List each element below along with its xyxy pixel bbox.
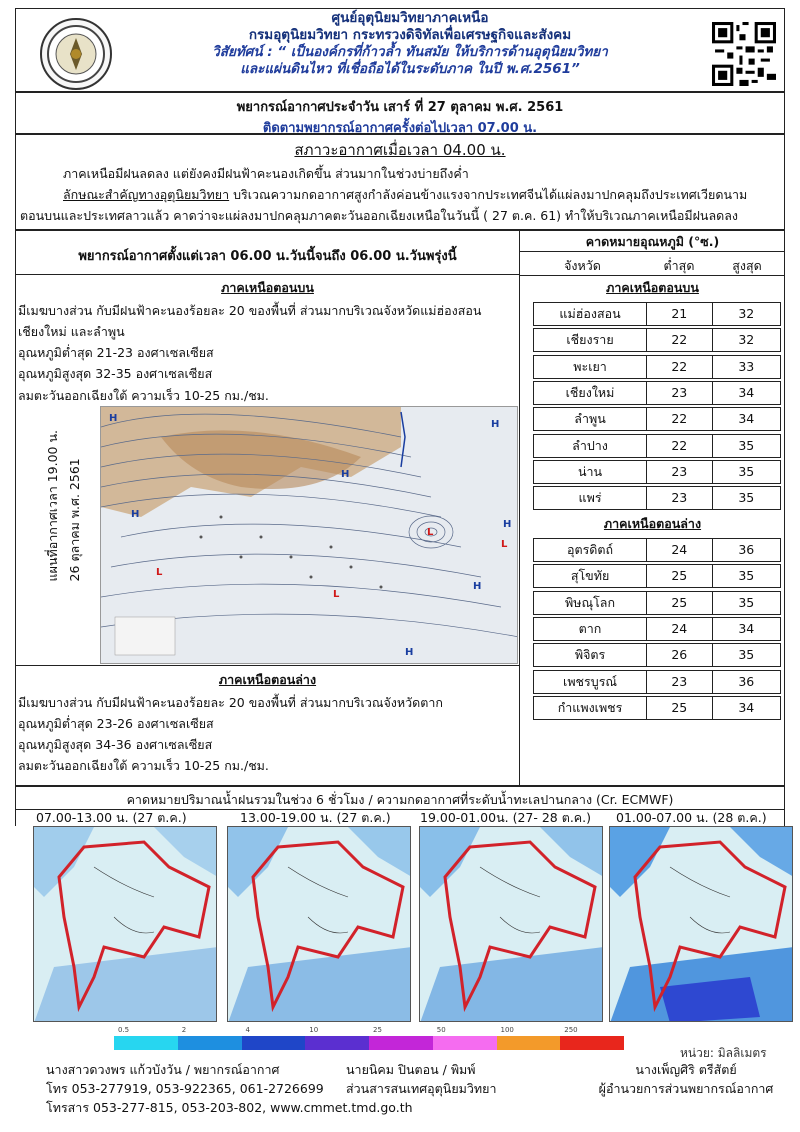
- temp-row: [533, 617, 781, 641]
- upper-north-heading: ภาคเหนือตอนบน: [221, 280, 314, 295]
- svg-text:H: H: [109, 413, 118, 424]
- legend-tick: 50: [436, 1026, 446, 1034]
- temp-row: [533, 381, 781, 405]
- svg-text:L: L: [427, 527, 434, 538]
- province-cell: เชียงราย: [534, 329, 647, 351]
- min-temp-cell: 25: [647, 565, 712, 587]
- legend-tick: 0.5: [118, 1026, 130, 1034]
- rainfall-title: คาดหมายปริมาณน้ำฝนรวมในช่วง 6 ชั่วโมง / ความกดอากาศที่ระดับน้ำทะเลปานกลาง (Cr. ECMWF): [15, 786, 785, 810]
- fax-website[interactable]: โทรสาร 053-277-815, 053-203-802, www.cmmet.tmd.go.th: [46, 1100, 413, 1115]
- province-cell: พิษณุโลก: [534, 592, 647, 614]
- rainfall-legend: [114, 1036, 624, 1050]
- min-temp-cell: 22: [647, 329, 712, 351]
- max-temp-cell: 32: [738, 332, 755, 348]
- legend-swatch: [497, 1036, 561, 1050]
- weather-map-graphic: [101, 407, 518, 664]
- max-temp-cell: 32: [738, 306, 755, 321]
- max-temp-cell: 34: [738, 699, 755, 715]
- legend-swatch: [178, 1036, 242, 1050]
- temp-row: [533, 460, 781, 484]
- map-label-date: 26 ตุลาคม พ.ศ. 2561: [67, 458, 82, 582]
- temp-row: [533, 407, 781, 431]
- center-name: ศูนย์อุตุนิยมวิทยาภาคเหนือ: [331, 10, 489, 26]
- qr-code-icon[interactable]: [712, 22, 776, 86]
- divider: [15, 274, 520, 275]
- svg-text:L: L: [333, 589, 340, 600]
- legend-tick: 4: [245, 1026, 250, 1034]
- rainfall-map-graphic: [34, 827, 217, 1022]
- current-heading: สภาวะอากาศเมื่อเวลา 04.00 น.: [294, 141, 506, 159]
- legend-swatch: [305, 1036, 369, 1050]
- temp-row: [533, 355, 781, 379]
- upper-line3: อุณหภูมิต่ำสุด 21-23 องศาเซลเซียส: [18, 345, 214, 361]
- header-title: [140, 10, 680, 78]
- min-temp-cell: 23: [647, 487, 712, 509]
- province-cell: กำแพงเพชร: [534, 697, 647, 719]
- min-temp-cell: 22: [647, 435, 712, 457]
- forecast-date-box: [15, 92, 785, 134]
- max-temp-cell: 34: [738, 411, 755, 427]
- temp-row: [533, 564, 781, 588]
- temp-row: [533, 486, 781, 510]
- province-cell: น่าน: [534, 461, 647, 483]
- max-temp-cell: 36: [738, 673, 755, 689]
- lower-north-text: [18, 694, 518, 776]
- rainfall-map[interactable]: [227, 826, 411, 1022]
- min-temp-cell: 26: [647, 644, 712, 666]
- min-temp-cell: 23: [647, 461, 712, 483]
- legend-tick: 250: [564, 1026, 578, 1034]
- rainfall-map-graphic: [610, 827, 793, 1022]
- map-label: [42, 430, 88, 650]
- rainfall-map[interactable]: [33, 826, 217, 1022]
- min-temp-cell: 23: [647, 382, 712, 404]
- province-cell: ตาก: [534, 618, 647, 640]
- min-temp-cell: 23: [647, 671, 712, 693]
- rainfall-map[interactable]: [609, 826, 793, 1022]
- max-temp-cell: 35: [738, 463, 755, 479]
- svg-text:H: H: [473, 581, 482, 592]
- province-cell: แพร่: [534, 487, 647, 509]
- tmd-seal-icon: [46, 24, 106, 84]
- upper-line5: ลมตะวันออกเฉียงใต้ ความเร็ว 10-25 กม./ชม.: [18, 387, 269, 403]
- temp-row: [533, 670, 781, 694]
- svg-text:L: L: [156, 567, 163, 578]
- max-temp-cell: 34: [738, 384, 755, 400]
- footer-row2: [46, 1079, 786, 1098]
- min-temp-cell: 24: [647, 618, 712, 640]
- province-cell: สุโขทัย: [534, 565, 647, 587]
- province-cell: เพชรบูรณ์: [534, 671, 647, 693]
- temp-row: [533, 302, 781, 326]
- lower-table-heading: ภาคเหนือตอนล่าง: [603, 516, 702, 531]
- upper-line2: เชียงใหม่ และลำพูน: [18, 324, 125, 340]
- max-temp-cell: 33: [738, 358, 755, 374]
- lower-line2: อุณหภูมิต่ำสุด 23-26 องศาเซลเซียส: [18, 716, 214, 732]
- upper-line1: มีเมฆบางส่วน กับมีฝนฟ้าคะนองร้อยละ 20 ของพื้นที่ ส่วนมากบริเวณจังหวัดแม่ฮ่องสอน: [18, 303, 482, 318]
- legend-swatch: [114, 1036, 178, 1050]
- legend-swatch: [242, 1036, 306, 1050]
- current-conditions-box: [15, 134, 785, 230]
- lower-line3: อุณหภูมิสูงสุด 34-36 องศาเซลเซียส: [18, 737, 213, 753]
- svg-text:H: H: [131, 509, 140, 520]
- temp-row: [533, 434, 781, 458]
- meteo-feature-text: บริเวณความกดอากาศสูงกำลังค่อนข้างแรงจากประเทศจีนได้แผ่ลงมาปกคลุมถึงประเทศเวียดนาม: [229, 187, 748, 203]
- rainfall-map[interactable]: [419, 826, 603, 1022]
- max-temp-cell: 35: [738, 490, 755, 506]
- max-temp-cell: 35: [738, 647, 755, 663]
- rainfall-map-graphic: [420, 827, 603, 1022]
- legend-swatch: [369, 1036, 433, 1050]
- legend-swatch: [433, 1036, 497, 1050]
- vision-line2: และแผ่นดินไหว ที่เชื่อถือได้ในระดับภาค ในปี พ.ศ.2561”: [240, 61, 580, 77]
- rain-period-label: 01.00-07.00 น. (28 ต.ค.): [616, 810, 767, 825]
- meteo-feature-label: ลักษณะสำคัญทางอุตุนิยมวิทยา: [63, 187, 230, 203]
- divider: [15, 665, 520, 666]
- rainfall-map-graphic: [228, 827, 411, 1022]
- phone-numbers: โทร 053-277919, 053-922365, 061-2726699: [46, 1081, 324, 1096]
- department-unit: ส่วนสารสนเทศอุตุนิยมวิทยา: [346, 1081, 497, 1096]
- rain-period-label: 07.00-13.00 น. (27 ต.ค.): [36, 810, 187, 825]
- province-cell: เชียงใหม่: [534, 382, 647, 404]
- department-name: กรมอุตุนิยมวิทยา กระทรวงดิจิทัลเพื่อเศรษฐกิจและสังคม: [248, 27, 572, 43]
- current-line3: ตอนบนและประเทศลาวแล้ว คาดว่าจะแผ่ลงมาปกคลุมภาคตะวันออกเฉียงเหนือในวันนี้ ( 27 ต.ค. 61) ทำให้บริเวณภาคเหนือมีฝนลดลง: [20, 208, 739, 224]
- province-cell: อุตรดิตถ์: [534, 539, 647, 561]
- province-cell: พะเยา: [534, 356, 647, 378]
- legend-tick: 10: [309, 1026, 319, 1034]
- province-cell: ลำปาง: [534, 435, 647, 457]
- tmd-logo: [40, 18, 112, 90]
- legend-tick-labels: [114, 1026, 624, 1036]
- max-temp-cell: 35: [738, 568, 755, 584]
- current-line2: [16, 186, 784, 204]
- forecast-title: พยากรณ์อากาศประจำวัน เสาร์ ที่ 27 ตุลาคม พ.ศ. 2561: [236, 100, 564, 115]
- temp-table-title: คาดหมายอุณหภูมิ (°ซ.): [520, 232, 785, 252]
- next-forecast: ติดตามพยากรณ์อากาศครั้งต่อไปเวลา 07.00 น.: [262, 121, 538, 136]
- min-temp-cell: 25: [647, 592, 712, 614]
- col-max: สูงสุด: [732, 258, 762, 273]
- legend-tick: 100: [500, 1026, 514, 1034]
- forecaster-name: นางสาวดวงพร แก้วบังวัน / พยากรณ์อากาศ: [46, 1062, 280, 1077]
- max-temp-cell: 35: [738, 594, 755, 610]
- period-title: พยากรณ์อากาศตั้งแต่เวลา 06.00 น.วันนี้จนถึง 06.00 น.วันพรุ่งนี้: [78, 249, 457, 264]
- footer: [46, 1060, 786, 1117]
- svg-text:H: H: [503, 519, 512, 530]
- svg-text:L: L: [501, 539, 508, 550]
- upper-line4: อุณหภูมิสูงสุด 32-35 องศาเซลเซียส: [18, 366, 213, 382]
- province-cell: แม่ฮ่องสอน: [534, 303, 647, 325]
- svg-text:H: H: [405, 647, 414, 658]
- svg-text:H: H: [491, 419, 500, 430]
- current-line1: ภาคเหนือมีฝนลดลง แต่ยังคงมีฝนฟ้าคะนองเกิดขึ้น ส่วนมากในช่วงบ่ายถึงค่ำ: [63, 166, 469, 181]
- temp-row: [533, 643, 781, 667]
- min-temp-cell: 24: [647, 539, 712, 561]
- legend-swatch: [560, 1036, 624, 1050]
- svg-text:H: H: [341, 469, 350, 480]
- rain-period-label: 13.00-19.00 น. (27 ต.ค.): [240, 810, 391, 825]
- min-temp-cell: 21: [647, 303, 712, 325]
- map-label-text: [42, 430, 86, 581]
- province-cell: ลำพูน: [534, 408, 647, 430]
- province-cell: พิจิตร: [534, 644, 647, 666]
- temp-row: [533, 696, 781, 720]
- lower-north-heading: ภาคเหนือตอนล่าง: [218, 672, 317, 687]
- director-role: ผู้อำนวยการส่วนพยากรณ์อากาศ: [598, 1081, 774, 1096]
- min-temp-cell: 22: [647, 408, 712, 430]
- vision-line1: วิสัยทัศน์ : “ เป็นองค์กรที่ก้าวล้ำ ทันสมัย ให้บริการด้านอุตุนิยมวิทยา: [212, 44, 608, 60]
- min-temp-cell: 25: [647, 697, 712, 719]
- temp-row: [533, 328, 781, 352]
- legend-tick: 2: [181, 1026, 187, 1034]
- legend-unit: หน่วย: มิลลิเมตร: [680, 1046, 767, 1060]
- temperature-table-header: [520, 230, 785, 276]
- weather-map[interactable]: [100, 406, 518, 664]
- rain-period-label: 19.00-01.00น. (27- 28 ต.ค.): [420, 810, 592, 825]
- min-temp-cell: 22: [647, 356, 712, 378]
- col-min: ต่ำสุด: [663, 258, 695, 273]
- map-label-time: แผนที่อากาศเวลา 19.00 น.: [45, 430, 60, 582]
- max-temp-cell: 36: [738, 542, 755, 557]
- director-name: นางเพ็ญศิริ ตรีสัตย์: [635, 1062, 737, 1077]
- col-province: จังหวัด: [564, 258, 601, 273]
- printer-name: นายนิคม ปินตอน / พิมพ์: [346, 1062, 476, 1077]
- temp-table-columns: [520, 256, 785, 276]
- footer-row1: [46, 1060, 786, 1079]
- lower-line1: มีเมฆบางส่วน กับมีฝนฟ้าคะนองร้อยละ 20 ของพื้นที่ ส่วนมากบริเวณจังหวัดตาก: [18, 695, 443, 710]
- max-temp-cell: 34: [738, 620, 755, 636]
- temp-row: [533, 591, 781, 615]
- max-temp-cell: 35: [738, 437, 755, 453]
- lower-line4: ลมตะวันออกเฉียงใต้ ความเร็ว 10-25 กม./ชม.: [18, 758, 269, 774]
- temp-row: [533, 538, 781, 562]
- upper-table-heading: ภาคเหนือตอนบน: [606, 280, 699, 295]
- legend-tick: 25: [373, 1026, 382, 1034]
- upper-north-text: [18, 302, 518, 405]
